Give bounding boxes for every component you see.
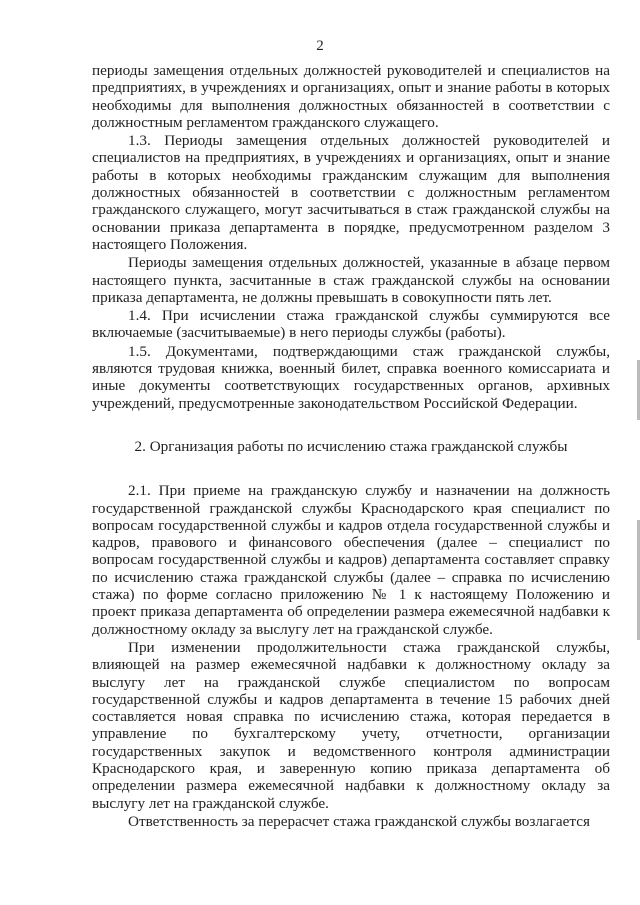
paragraph-2-1: 2.1. При приеме на гражданскую службу и назначении на должность государственной гражданской службы Краснодарского края специалист по вопросам государственной службы и кадров отдела государственной службы и кадров, правового и финансового обеспечения (далее – специалист по вопросам государственной службы и кадров) департамента составляет справку по исчислению стажа гражданской службы (далее – справка по исчислению стажа) по форме согласно приложению № 1 к настоящему Положению и проект приказа департамента об определении размера ежемесячной надбавки к должностному окладу за выслугу лет на гражданской службе. (92, 482, 610, 638)
paragraph-1-4: 1.4. При исчислении стажа гражданской службы суммируются все включаемые (засчитываемые) в него периоды службы (работы). (92, 307, 610, 342)
paragraph-periods: Периоды замещения отдельных должностей, указанные в абзаце первом настоящего пункта, засчитанные в стаж гражданской службы на основании приказа департамента, не должны превышать в совокупности пять лет. (92, 254, 610, 306)
section-heading: 2. Организация работы по исчислению стажа гражданской службы (134, 437, 568, 455)
document-body (92, 62, 610, 830)
paragraph-1-3: 1.3. Периоды замещения отдельных должностей руководителей и специалистов на предприятиях, в учреждениях и организациях, опыт и знание работы в которых необходимы гражданским служащим для выполнения должностных обязанностей в соответствии с должностным регламентом гражданского служащего, могут засчитываться в стаж гражданской службы на основании приказа департамента в порядке, предусмотренном разделом 3 настоящего Положения. (92, 132, 610, 253)
paragraph-responsibility: Ответственность за перерасчет стажа гражданской службы возлагается (128, 812, 590, 830)
paragraph-continuation: периоды замещения отдельных должностей руководителей и специалистов на предприятиях, в учреждениях и организациях, опыт и знание работы в которых необходимы для выполнения должностных обязанностей в соответствии с должностным регламентом гражданского служащего. (92, 62, 610, 131)
page-number: 2 (316, 38, 324, 54)
paragraph-recalculation: При изменении продолжительности стажа гражданской службы, влияющей на размер ежемесячной надбавки к должностному окладу за выслугу лет на гражданской службе специалистом по вопросам государственной службы и кадров департамента в течение 15 рабочих дней составляется новая справка по исчислению стажа, которая передается в управление по бухгалтерскому учету, отчетности, организации государственных закупок и ведомственного контроля администрации Краснодарского края, и заверенную копию приказа департамента об определении размера ежемесячной надбавки к должностному окладу за выслугу лет на гражданской службе. (92, 638, 610, 812)
paragraph-1-5: 1.5. Документами, подтверждающими стаж гражданской службы, являются трудовая книжка, военный билет, справка военного комиссариата и иные документы соответствующих государственных органов, архивных учреждений, предусмотренные законодательством Российской Федерации. (92, 342, 610, 412)
